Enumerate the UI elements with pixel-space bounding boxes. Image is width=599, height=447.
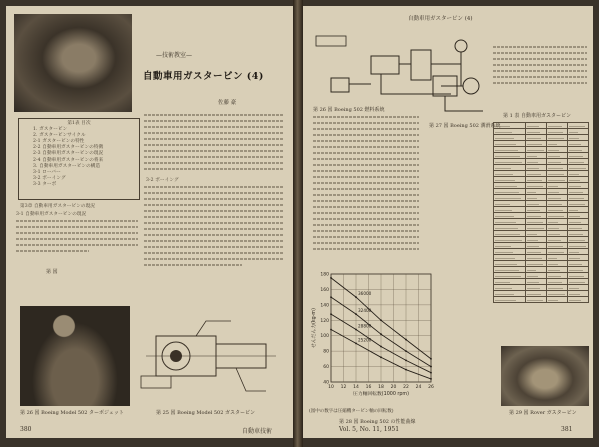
series-label: 28800: [358, 323, 372, 329]
y-tick-label: 60: [323, 365, 329, 371]
caption-photo-bottom: 第 26 図 Boeing Model 502 ターボジェット: [20, 410, 124, 416]
article-title: 自動車用ガスタービン (4): [143, 71, 264, 82]
toc-item: 2-4 自動車用ガスタービンの将来: [33, 157, 104, 163]
toc-heading: 第1表 目次: [67, 121, 91, 126]
data-point: [380, 346, 382, 348]
toc-item: 2-3 自動車用ガスタービンの現況: [33, 151, 104, 157]
toc-item: 3-1 ローバー: [33, 169, 61, 175]
x-axis-label: 圧力軸回転数(1000 rpm): [353, 392, 409, 397]
performance-chart: [309, 268, 437, 408]
y-tick-label: 100: [320, 334, 329, 340]
chart-footnote: (図中の数字は圧縮機タービン軸の回転数): [309, 409, 394, 414]
toc-item: 2-2 自動車用ガスタービンの特徴: [33, 145, 104, 151]
data-point: [380, 333, 382, 335]
data-point: [405, 339, 407, 341]
toc-list: [19, 127, 139, 188]
table-cell: [494, 297, 526, 303]
right-page: [303, 6, 593, 438]
data-point: [330, 329, 332, 331]
toc-item: 3-2 ボーイング: [33, 175, 66, 181]
caption-lubrication: 第 27 図 Boeing 502 潤滑系統: [429, 123, 501, 129]
series-label: 25200: [358, 337, 372, 343]
heading-3-1: 3-1 自動車用ガスタービンの現況: [16, 212, 87, 217]
left-page-number: 380: [20, 426, 32, 433]
data-point: [330, 296, 332, 298]
data-point: [405, 369, 407, 371]
lubrication-diagram: [423, 66, 491, 121]
table-cell: [526, 297, 547, 303]
text-block-right-page-a: [313, 116, 419, 254]
data-point: [430, 366, 432, 368]
text-block-right-b: [144, 186, 284, 270]
data-point: [430, 372, 432, 374]
running-head: 自動車用ガスタービン (4): [408, 16, 473, 22]
data-point: [355, 313, 357, 315]
data-point: [380, 356, 382, 358]
data-point: [355, 296, 357, 298]
turbine-cutaway-diagram: [136, 306, 284, 406]
table-heading: 第 1 表 自動車用ガスタービン: [503, 113, 571, 119]
right-page-number: 381: [561, 426, 573, 433]
x-tick-label: 14: [353, 385, 359, 390]
heading-3-2: 3-2 ボーイング: [146, 178, 179, 183]
y-tick-label: 40: [323, 380, 329, 386]
data-point: [330, 313, 332, 315]
toc-item: 2-1 ガスタービンの特性: [33, 139, 85, 145]
data-point: [430, 378, 432, 380]
heading-chapter-3: 第3章 自動車用ガスタービンの現況: [20, 204, 95, 209]
caption-chart: 第 28 図 Boeing 502 の性能曲線: [339, 419, 416, 425]
text-block-right-a: [144, 114, 284, 174]
data-point: [405, 350, 407, 352]
series-label: 36000: [358, 291, 372, 297]
data-point: [355, 343, 357, 345]
toc-box: [18, 118, 140, 200]
turbine-photo-top: [14, 14, 132, 112]
y-tick-label: 180: [320, 272, 329, 278]
y-tick-label: 160: [320, 287, 329, 293]
rover-turbine-photo: [501, 346, 589, 406]
caption-photo-top: 第 図: [46, 269, 58, 275]
left-journal-name: 自動車技術: [242, 428, 273, 435]
x-tick-label: 20: [390, 385, 397, 390]
caption-fuel-system: 第 26 図 Boeing 502 燃料系統: [313, 107, 385, 113]
y-axis-label: せんだん力(kg-m): [312, 308, 317, 348]
table-row: [494, 297, 589, 303]
left-page: [6, 6, 293, 438]
toc-item: 3-3 ターボ: [33, 181, 57, 187]
x-tick-label: 24: [415, 385, 422, 390]
x-tick-label: 18: [378, 385, 384, 390]
x-tick-label: 10: [328, 385, 334, 390]
data-point: [330, 277, 332, 279]
data-point: [355, 329, 357, 331]
toc-item: 3. 自動車用ガスタービンの構造: [33, 163, 101, 169]
series-label: 32400: [358, 308, 372, 314]
text-block-right-page-b: [493, 46, 587, 88]
table-cell: [568, 297, 589, 303]
caption-rover-photo: 第 29 図 Rover ガスタービン: [509, 410, 577, 416]
toc-item: 1. ガスタービン: [33, 127, 68, 133]
toc-item: 2. ガスタービンサイクル: [33, 133, 86, 139]
volume-info: Vol. 5, No. 11, 1951: [339, 426, 400, 433]
data-point: [380, 319, 382, 321]
spec-table: [493, 122, 589, 303]
x-tick-label: 16: [365, 385, 372, 390]
data-point: [405, 360, 407, 362]
y-tick-label: 80: [323, 349, 329, 355]
section-label: —技術教室—: [156, 52, 193, 59]
caption-diagram: 第 25 図 Boeing Model 502 ガスタービン: [156, 410, 255, 416]
x-tick-label: 22: [403, 385, 409, 390]
y-tick-label: 140: [320, 303, 329, 309]
turbine-photo-bottom: [20, 306, 130, 406]
page-gutter: [293, 0, 303, 447]
data-point: [430, 358, 432, 360]
y-tick-label: 120: [320, 318, 329, 324]
x-tick-label: 12: [340, 385, 347, 390]
x-tick-label: 26: [428, 385, 434, 390]
table-cell: [547, 297, 568, 303]
text-block-left-a: [16, 220, 138, 256]
author-name: 佐藤 豪: [218, 100, 237, 106]
